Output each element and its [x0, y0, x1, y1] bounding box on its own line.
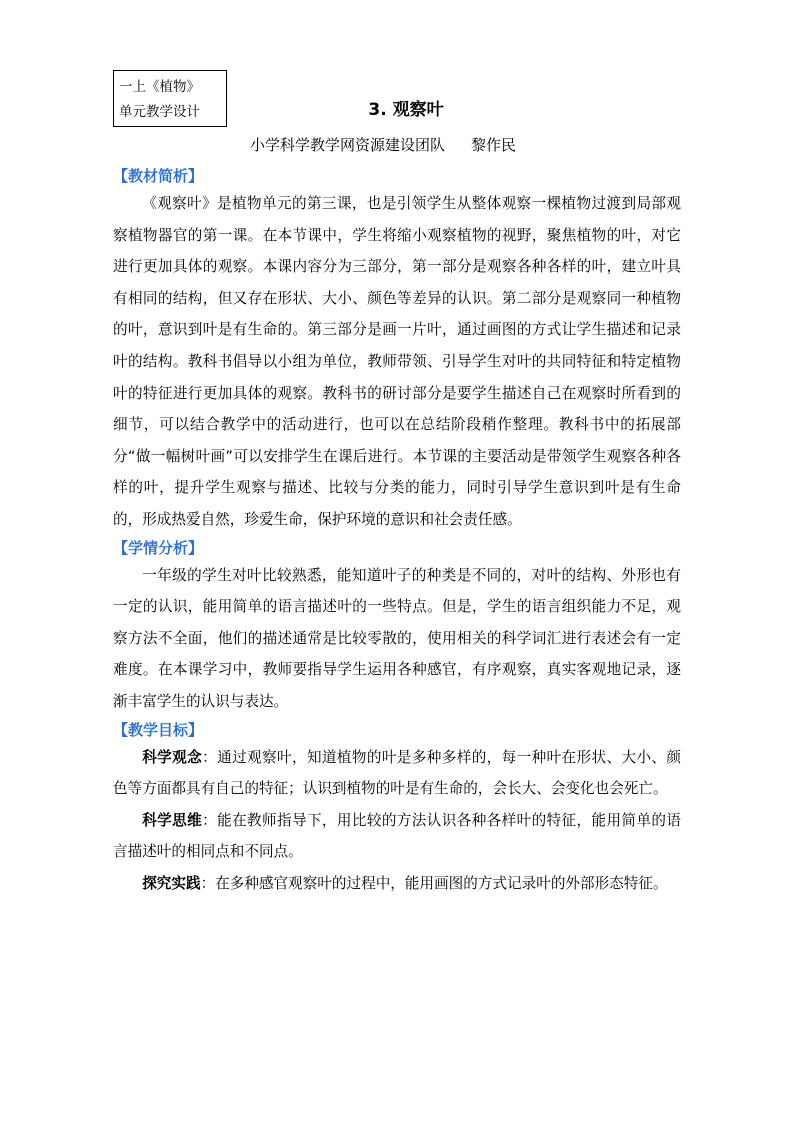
analysis-paragraph: 《观察叶》是植物单元的第三课，也是引领学生从整体观察一棵植物过渡到局部观察植物器官的第一课。在本节课中，学生将缩小观察植物的视野，聚焦植物的叶，对它进行更加具体的观察。本课内容分为三部分，第一部分是观察各种各样的叶，建立叶具有相同的结构，但又存在形状、大小、颜色等差异的认识。第二部分是观察同一种植物的叶，意识到叶是有生命的。第三部分是画一片叶，通过画图的方式让学生描述和记录叶的结构。教科书倡导以小组为单位，教师带领、引导学生对叶的共同特征和特定植物叶的特征进行更加具体的观察。教科书的研讨部分是要学生描述自己在观察时所看到的细节，可以结合教学中的活动进行，也可以在总结阶段稍作整理。教科书中的拓展部分“做一幅树叶画”可以安排学生在课后进行。本节课的主要活动是带领学生观察各种各样的叶，提升学生观察与描述、比较与分类的能力，同时引导学生意识到叶是有生命的，形成热爱自然，珍爱生命，保护环境的意识和社会责任感。 — [113, 195, 681, 528]
goal-label: 探究实践 — [142, 874, 201, 892]
goal-label: 科学观念 — [142, 748, 203, 766]
byline-team: 小学科学教学网资源建设团队 — [250, 136, 446, 154]
goal-text: ：能在教师指导下，用比较的方法认识各种各样叶的特征，能用简单的语言描述叶的相同点和不同点。 — [113, 811, 681, 861]
goal-item — [113, 868, 681, 900]
section-heading-goals: 【教学目标】 — [113, 720, 204, 739]
page-title: 3. 观察叶 — [368, 100, 444, 120]
goal-label: 科学思维 — [142, 811, 203, 829]
section-heading-analysis: 【教材简析】 — [113, 167, 204, 185]
section-heading-students: 【学情分析】 — [113, 538, 204, 557]
goal-text: ：通过观察叶，知道植物的叶是多种多样的，每一种叶在形状、大小、颜色等方面都具有自己的特征；认识到植物的叶是有生命的，会长大、会变化也会死亡。 — [113, 748, 681, 798]
document-body — [113, 164, 681, 899]
unit-label-line2: 单元教学设计 — [119, 104, 200, 120]
goal-item — [113, 742, 681, 805]
students-paragraph: 一年级的学生对叶比较熟悉，能知道叶子的种类是不同的，对叶的结构、外形也有一定的认识，能用简单的语言描述叶的一些特点。但是，学生的语言组织能力不足，观察方法不全面，他们的描述通常是比较零散的，使用相关的科学词汇进行表述会有一定难度。在本课学习中，教师要指导学生运用各种感官，有序观察，真实客观地记录，逐渐丰富学生的认识与表达。 — [113, 566, 681, 710]
goal-text: ：在多种感官观察叶的过程中，能用画图的方式记录叶的外部形态特征。 — [200, 874, 668, 892]
byline — [250, 134, 516, 156]
byline-author: 黎作民 — [471, 136, 517, 154]
goal-item — [113, 805, 681, 868]
unit-label-line1: 一上《植物》 — [119, 79, 200, 95]
